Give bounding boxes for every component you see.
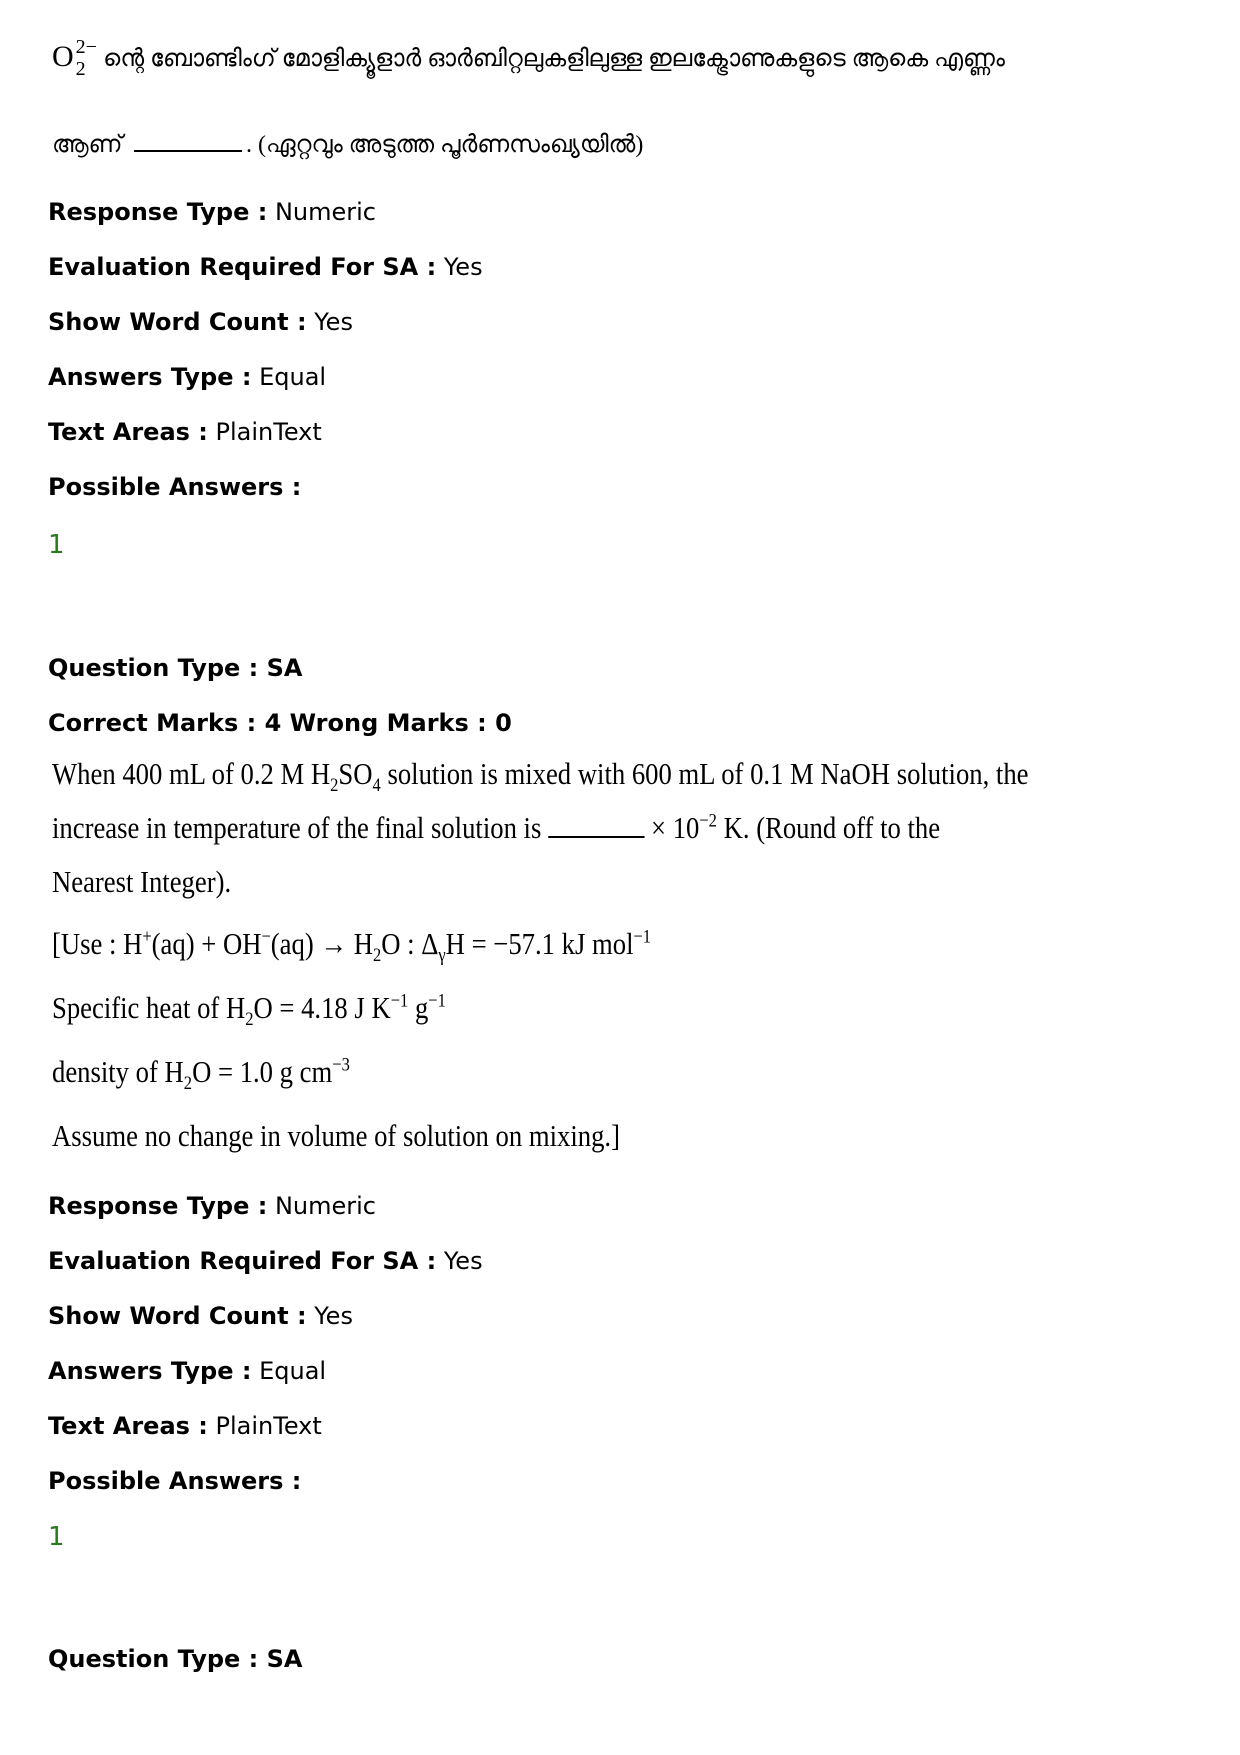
q2-superscript: −3 <box>332 1054 350 1076</box>
question-1-line-2 <box>52 126 643 160</box>
question-2-line-5 <box>52 990 446 1031</box>
possible-answer-value: 1 <box>48 1522 65 1552</box>
answers-type-value: Equal <box>259 363 327 391</box>
question-1-text-line-1: ന്റെ ബോണ്ടിംഗ് മോളിക്യൂളാർ ഓർബിറ്റലുകളിലുള്ള ഇലക്ട്രോണുകളുടെ ആകെ എണ്ണം <box>103 46 1005 72</box>
answers-type-label: Answers Type : <box>48 363 252 391</box>
q2-subscript: 2 <box>372 945 382 967</box>
q2-text: O : Δ <box>381 926 439 961</box>
species-symbol: O <box>52 40 74 73</box>
text-areas-value: PlainText <box>215 418 322 446</box>
evaluation-row <box>48 1245 483 1277</box>
evaluation-row <box>48 251 483 283</box>
answers-type-label: Answers Type : <box>48 1357 252 1385</box>
species-subscript: 2 <box>75 58 86 81</box>
evaluation-value: Yes <box>443 1247 483 1275</box>
evaluation-value: Yes <box>443 253 483 281</box>
text-areas-label: Text Areas : <box>48 1412 208 1440</box>
q2-subscript: 4 <box>372 775 381 797</box>
question-type-heading: Question Type : SA <box>48 1645 303 1673</box>
species-charge: 2− <box>75 36 97 59</box>
marks-heading: Correct Marks : 4 Wrong Marks : 0 <box>48 709 512 737</box>
q2-subscript: 2 <box>330 775 339 797</box>
word-count-row <box>48 1300 353 1332</box>
question-2-line-6 <box>52 1054 350 1095</box>
response-type-label: Response Type : <box>48 1192 268 1220</box>
evaluation-label: Evaluation Required For SA : <box>48 253 437 281</box>
answers-type-row <box>48 1355 326 1387</box>
answers-type-value: Equal <box>259 1357 327 1385</box>
text-areas-row <box>48 416 322 448</box>
question-1-text-line-2-suffix: . (ഏറ്റവും അടുത്ത പൂർണസംഖ്യയിൽ) <box>246 132 644 158</box>
question-1-line-1 <box>52 36 1005 81</box>
question-2-line-3: Nearest Integer). <box>52 864 232 899</box>
q2-text: SO <box>338 756 373 791</box>
possible-answers-row <box>48 471 301 503</box>
word-count-value: Yes <box>314 1302 353 1330</box>
response-type-row <box>48 1190 376 1222</box>
evaluation-label: Evaluation Required For SA : <box>48 1247 437 1275</box>
q2-text: increase in temperature of the final solution is <box>52 810 549 845</box>
answer-blank <box>134 128 242 152</box>
response-type-value: Numeric <box>274 1192 376 1220</box>
q2-text: When 400 mL of 0.2 M H <box>52 756 331 791</box>
question-1-text-line-2-prefix: ആണ് <box>52 132 123 158</box>
q2-superscript: −1 <box>390 990 409 1012</box>
possible-answers-label: Possible Answers : <box>48 1467 302 1495</box>
q2-superscript: −1 <box>633 926 652 948</box>
text-areas-row <box>48 1410 322 1442</box>
possible-answers-row <box>48 1465 301 1497</box>
q2-text: density of H <box>52 1054 184 1089</box>
response-type-label: Response Type : <box>48 198 268 226</box>
q2-subscript: 2 <box>183 1073 193 1095</box>
q2-text: K. (Round off to the <box>716 810 941 845</box>
q2-text: O = 1.0 g cm <box>192 1054 333 1089</box>
question-2-line-2 <box>52 810 940 846</box>
q2-text: × 10 <box>644 810 700 845</box>
response-type-value: Numeric <box>274 198 376 226</box>
q2-subscript: γ <box>438 945 446 967</box>
text-areas-value: PlainText <box>215 1412 322 1440</box>
question-2-line-4 <box>52 926 651 967</box>
answer-blank <box>548 814 644 838</box>
q2-text: (aq) → H <box>270 926 373 961</box>
q2-superscript: −1 <box>428 990 446 1012</box>
word-count-value: Yes <box>314 308 353 336</box>
word-count-row <box>48 306 353 338</box>
question-2-line-1 <box>52 756 1029 797</box>
q2-superscript: −2 <box>699 810 717 832</box>
q2-text: (aq) + OH <box>151 926 262 961</box>
q2-text: g <box>408 990 429 1025</box>
word-count-label: Show Word Count : <box>48 308 307 336</box>
q2-text: H = −57.1 kJ mol <box>445 926 634 961</box>
word-count-label: Show Word Count : <box>48 1302 307 1330</box>
response-type-row <box>48 196 376 228</box>
q2-text: solution is mixed with 600 mL of 0.1 M NaOH solution, the <box>380 756 1029 791</box>
q2-text: [Use : H <box>52 926 143 961</box>
question-type-heading: Question Type : SA <box>48 654 303 682</box>
possible-answers-label: Possible Answers : <box>48 473 302 501</box>
species-charge-stack <box>74 36 97 81</box>
q2-superscript: + <box>142 926 152 948</box>
possible-answer-value: 1 <box>48 530 65 560</box>
q2-subscript: 2 <box>245 1009 254 1031</box>
text-areas-label: Text Areas : <box>48 418 208 446</box>
answers-type-row <box>48 361 326 393</box>
question-2-line-7: Assume no change in volume of solution on mixing.] <box>52 1118 620 1153</box>
q2-superscript: − <box>261 926 271 948</box>
q2-text: O = 4.18 J K <box>253 990 391 1025</box>
q2-text: Specific heat of H <box>52 990 246 1025</box>
